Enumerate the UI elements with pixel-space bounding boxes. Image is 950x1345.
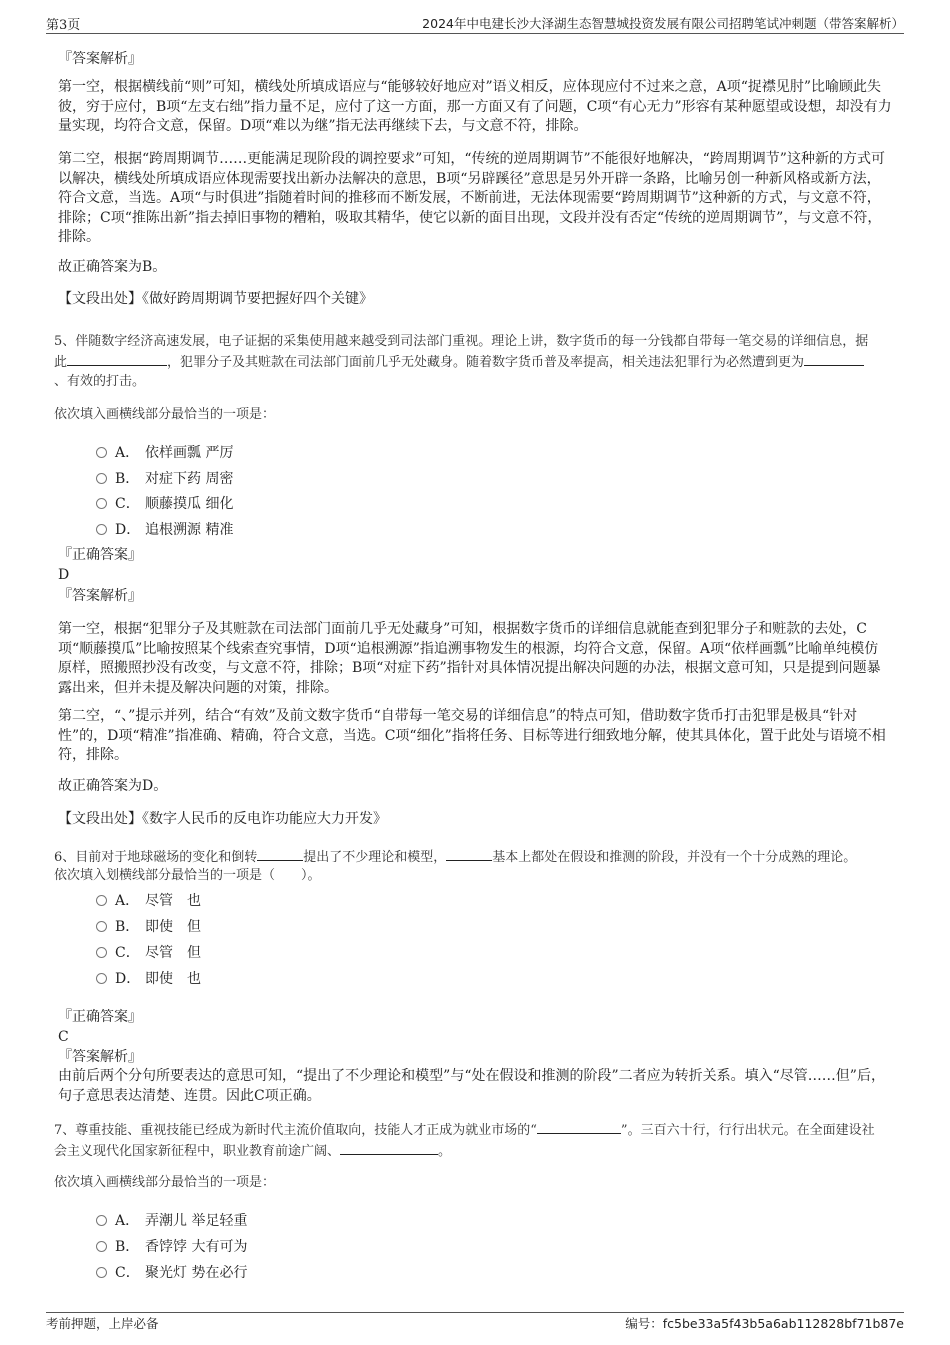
fill-blank bbox=[340, 1141, 438, 1155]
radio-icon[interactable] bbox=[96, 447, 107, 458]
stem-text: 。 bbox=[438, 1143, 452, 1159]
option-text: 尽管 但 bbox=[145, 945, 201, 961]
stem-text: 5、伴随数字经济高速发展，电子证据的采集使用越来越受到司法部门重视。理论上讲，数字货币的每一分钱都自带每一笔交易的详细信息，据 bbox=[54, 334, 869, 349]
correct-answer: C bbox=[58, 1029, 69, 1045]
option-a[interactable] bbox=[96, 1210, 247, 1230]
radio-icon[interactable] bbox=[96, 973, 107, 984]
question-prompt: 依次填入划横线部分最恰当的一项是（ ）。 bbox=[54, 868, 321, 883]
option-text: 追根溯源 精准 bbox=[145, 522, 234, 538]
source-citation: 【文段出处】《做好跨周期调节要把握好四个关键》 bbox=[58, 291, 373, 307]
analysis-paragraph: 第一空，根据横线前“则”可知，横线处所填成语应与“能够较好地应对”语义相反，应体现应付不过来之意，A项“捉襟见肘”比喻顾此失彼，穷于应付，B项“左支右绌”指力量不足，应付了这一方面，那一方面又有了问题，C项“有心无力”形容有某种愿望或设想，却没有力量实现，均符合文意，保留。D项“难以为继”指无法再继续下去，与文意不符，排除。 bbox=[58, 79, 892, 134]
stem-text: 6、目前对于地球磁场的变化和倒转 bbox=[54, 850, 258, 865]
answer-conclusion: 故正确答案为B。 bbox=[58, 259, 167, 275]
fill-blank bbox=[67, 352, 167, 366]
option-text: 即使 但 bbox=[145, 919, 201, 935]
option-letter: C． bbox=[115, 945, 140, 961]
option-c[interactable] bbox=[96, 493, 233, 513]
option-text: 香饽饽 大有可为 bbox=[145, 1239, 248, 1255]
option-letter: D． bbox=[115, 522, 141, 538]
header-divider bbox=[46, 33, 904, 34]
stem-text: 会主义现代化国家新征程中，职业教育前途广阔、 bbox=[54, 1143, 341, 1159]
option-c[interactable] bbox=[96, 942, 201, 962]
document-title: 2024年中电建长沙大泽湖生态智慧城投资发展有限公司招聘笔试冲刺题（带答案解析） bbox=[422, 16, 904, 31]
radio-icon[interactable] bbox=[96, 1267, 107, 1278]
fill-blank bbox=[537, 1120, 621, 1134]
radio-icon[interactable] bbox=[96, 1241, 107, 1252]
analysis-paragraph: 第一空，根据“犯罪分子及其赃款在司法部门面前几乎无处藏身”可知，根据数字货币的详细信息就能查到犯罪分子和赃款的去处，C项“顺藤摸瓜”比喻按照某个线索查究事情，D项“追根溯源”指追溯事物发生的根源，均符合文意，保留。A项“依样画瓢”比喻单纯模仿原样，照搬照抄没有改变，与文意不符，排除；B项“对症下药”指针对具体情况提出解决问题的办法，根据文意可知，只是提到问题暴露出来，但并未提及解决问题的对策，排除。 bbox=[58, 621, 881, 696]
option-b[interactable] bbox=[96, 1236, 247, 1256]
question-stem bbox=[54, 332, 896, 392]
stem-text: ”。三百六十行，行行出状元。在全面建设社 bbox=[620, 1123, 875, 1138]
radio-icon[interactable] bbox=[96, 473, 107, 484]
analysis-label: 『答案解析』 bbox=[58, 588, 142, 604]
correct-answer-label: 『正确答案』 bbox=[58, 1009, 142, 1025]
footer-slogan: 考前押题，上岸必备 bbox=[46, 1316, 159, 1331]
answer-conclusion: 故正确答案为D。 bbox=[58, 778, 168, 794]
option-text: 顺藤摸瓜 细化 bbox=[145, 496, 234, 512]
option-a[interactable] bbox=[96, 442, 233, 462]
analysis-label: 『答案解析』 bbox=[58, 1049, 142, 1065]
stem-text: 、有效的打击。 bbox=[54, 374, 146, 389]
analysis-paragraph: 由前后两个分句所要表达的意思可知，“提出了不少理论和模型”与“处在假设和推测的阶段”二者应为转折关系。填入“尽管……但”后，句子意思表达清楚、连贯。因此C项正确。 bbox=[58, 1068, 885, 1104]
radio-icon[interactable] bbox=[96, 1215, 107, 1226]
stem-text: 基本上都处在假设和推测的阶段，并没有一个十分成熟的理论。 bbox=[492, 850, 857, 865]
radio-icon[interactable] bbox=[96, 498, 107, 509]
stem-text: ，犯罪分子及其赃款在司法部门面前几乎无处藏身。随着数字货币普及率提高，相关违法犯罪行为必然遭到更为 bbox=[167, 354, 805, 370]
question-stem bbox=[54, 847, 896, 868]
document-code: 编号：fc5be33a5f43b5a6ab112828bf71b87e bbox=[625, 1316, 904, 1331]
option-letter: A． bbox=[115, 445, 140, 461]
option-letter: B． bbox=[115, 919, 140, 935]
analysis-paragraph: 第二空，根据“跨周期调节……更能满足现阶段的调控要求”可知，“传统的逆周期调节”不能很好地解决，“跨周期调节”这种新的方式可以解决，横线处所填成语应体现需要找出新办法解决的意思，B项“另辟蹊径”意思是另外开辟一条路，比喻另创一种新风格或新方法，符合文意，当选。A项“与时俱进”指随着时间的推移而不断发展，不断前进，无法体现需要“跨周期调节”这种新的方式，与文意不符，排除；C项“推陈出新”指去掉旧事物的糟粕，吸取其精华，使它以新的面目出现，文段并没有否定“传统的逆周期调节”，与文意不符，排除。 bbox=[58, 151, 885, 245]
radio-icon[interactable] bbox=[96, 524, 107, 535]
option-letter: C． bbox=[115, 1265, 140, 1281]
option-letter: B． bbox=[115, 471, 140, 487]
option-text: 依样画瓢 严厉 bbox=[145, 445, 234, 461]
analysis-label: 『答案解析』 bbox=[58, 51, 142, 67]
option-letter: C． bbox=[115, 496, 140, 512]
stem-text: 7、尊重技能、重视技能已经成为新时代主流价值取向，技能人才正成为就业市场的“ bbox=[54, 1123, 537, 1138]
option-text: 聚光灯 势在必行 bbox=[145, 1265, 248, 1281]
correct-answer-label: 『正确答案』 bbox=[58, 547, 142, 563]
stem-text: 此 bbox=[54, 354, 68, 370]
radio-icon[interactable] bbox=[96, 947, 107, 958]
source-citation: 【文段出处】《数字人民币的反电诈功能应大力开发》 bbox=[58, 811, 387, 827]
option-text: 尽管 也 bbox=[145, 893, 201, 909]
fill-blank bbox=[804, 352, 864, 366]
option-b[interactable] bbox=[96, 468, 233, 488]
option-d[interactable] bbox=[96, 968, 201, 988]
option-c[interactable] bbox=[96, 1262, 247, 1282]
option-letter: D． bbox=[115, 971, 141, 987]
correct-answer: D bbox=[58, 567, 70, 583]
option-letter: A． bbox=[115, 1213, 140, 1229]
question-prompt: 依次填入画横线部分最恰当的一项是： bbox=[54, 1175, 276, 1190]
question-stem bbox=[54, 1120, 896, 1161]
stem-text: 提出了不少理论和模型， bbox=[303, 850, 447, 865]
option-d[interactable] bbox=[96, 519, 233, 539]
radio-icon[interactable] bbox=[96, 921, 107, 932]
option-text: 弄潮儿 举足轻重 bbox=[145, 1213, 248, 1229]
fill-blank bbox=[257, 847, 303, 861]
fill-blank bbox=[446, 847, 492, 861]
option-text: 即使 也 bbox=[145, 971, 201, 987]
page-number: 第3页 bbox=[46, 18, 81, 33]
analysis-paragraph: 第二空，“、”提示并列，结合“有效”及前文数字货币“自带每一笔交易的详细信息”的特点可知，借助数字货币打击犯罪是极具“针对性”的，D项“精准”指准确、精确，符合文意，当选。C项“细化”指将任务、目标等进行细致地分解，使其具体化，置于此处与语境不相符，排除。 bbox=[58, 708, 886, 763]
option-letter: B． bbox=[115, 1239, 140, 1255]
option-b[interactable] bbox=[96, 916, 201, 936]
option-a[interactable] bbox=[96, 890, 201, 910]
option-text: 对症下药 周密 bbox=[145, 471, 234, 487]
question-prompt: 依次填入画横线部分最恰当的一项是： bbox=[54, 407, 276, 422]
radio-icon[interactable] bbox=[96, 895, 107, 906]
option-letter: A． bbox=[115, 893, 140, 909]
footer-divider bbox=[46, 1312, 904, 1313]
